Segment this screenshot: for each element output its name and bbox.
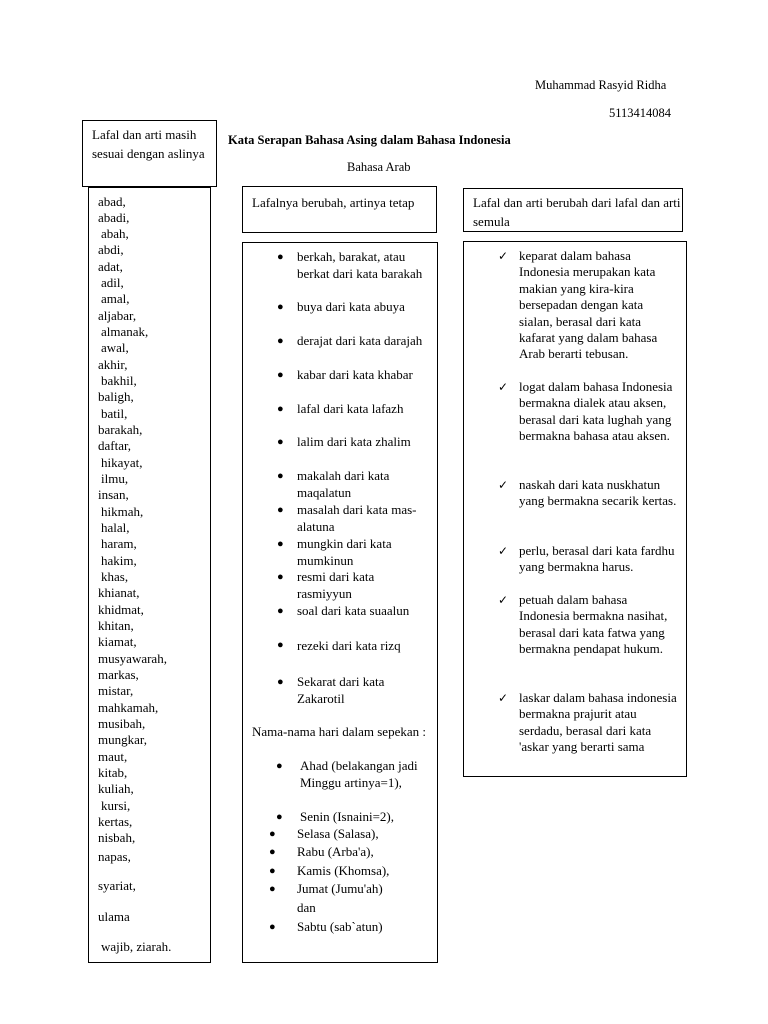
bullet-icon: ● — [277, 470, 284, 482]
list-item: insan, — [98, 487, 129, 502]
check-icon: ✓ — [498, 544, 509, 558]
list-item: halal, — [101, 520, 130, 535]
bullet-icon: ● — [277, 504, 284, 516]
list-item: batil, — [101, 406, 128, 421]
list-item: abah, — [101, 226, 129, 241]
list-item: adat, — [98, 259, 123, 274]
check-icon: ✓ — [498, 478, 509, 492]
check-icon: ✓ — [498, 249, 509, 263]
list-item: khianat, — [98, 585, 140, 600]
list-item: musyawarah, — [98, 651, 167, 666]
bullet-icon: ● — [277, 301, 284, 313]
document-subtitle: Bahasa Arab — [347, 160, 411, 174]
list-item: abdi, — [98, 242, 124, 257]
list-item: baligh, — [98, 389, 134, 404]
bullet-icon: ● — [277, 639, 284, 651]
bullet-icon: ● — [277, 335, 284, 347]
bullet-icon: ● — [277, 538, 284, 550]
col1-label: Lafal dan arti masih sesuai dengan aslinya — [82, 120, 217, 187]
list-item: hikmah, — [101, 504, 144, 519]
list-item: wajib, ziarah. — [101, 939, 172, 954]
col1-word-list — [88, 187, 211, 963]
col3-list: ✓ keparat dalam bahasa Indonesia merupakan kata makian yang kira-kira bersepadan dengan kata sialan, berasal dari kata kafarat yang dalam bahasa Arab berarti tebusan. ✓ logat dalam bahasa Indonesia bermakna dialek atau aksen, berasal dari kata lughah yang bermakna bahasa atau aksen. ✓ naskah dari kata nuskhatun yang bermakna secarik kertas. ✓ perlu, berasal dari kata fardhu yang bermakna harus. ✓ petuah dalam bahasa Indonesia bermakna nasihat, berasal dari kata fatwa yang bermakna pendapat hukum. ✓ laskar dalam bahasa indonesia bermakna prajurit atau serdadu, berasal dari kata 'askar yang berarti sama — [463, 241, 687, 777]
list-item: hakim, — [101, 553, 137, 568]
list-item: khas, — [101, 569, 129, 584]
bullet-icon: ● — [269, 828, 276, 840]
list-item: barakah, — [98, 422, 143, 437]
list-item: mistar, — [98, 683, 134, 698]
bullet-icon: ● — [276, 760, 283, 772]
check-icon: ✓ — [498, 380, 509, 394]
list-item: daftar, — [98, 438, 132, 453]
list-item: amal, — [101, 291, 130, 306]
list-item: abadi, — [98, 210, 130, 225]
list-item: kuliah, — [98, 781, 134, 796]
bullet-icon: ● — [277, 605, 284, 617]
list-item: nisbah, — [98, 830, 136, 845]
list-item: kursi, — [101, 798, 131, 813]
list-item: musibah, — [98, 716, 146, 731]
bullet-icon: ● — [277, 571, 284, 583]
days-intro: Nama-nama hari dalam sepekan : — [252, 724, 426, 739]
bullet-icon: ● — [269, 883, 276, 895]
list-item: mahkamah, — [98, 700, 159, 715]
list-item: aljabar, — [98, 308, 137, 323]
list-item: bakhil, — [101, 373, 137, 388]
bullet-icon: ● — [269, 846, 276, 858]
bullet-icon: ● — [277, 436, 284, 448]
list-item: kertas, — [98, 814, 133, 829]
list-item: khitan, — [98, 618, 134, 633]
bullet-icon: ● — [277, 676, 284, 688]
list-item: maut, — [98, 749, 128, 764]
list-item: syariat, — [98, 878, 136, 893]
check-icon: ✓ — [498, 593, 509, 607]
bullet-icon: ● — [269, 921, 276, 933]
list-item: khidmat, — [98, 602, 144, 617]
list-item: kitab, — [98, 765, 128, 780]
list-item: markas, — [98, 667, 139, 682]
bullet-icon: ● — [277, 369, 284, 381]
col2-list: ● berkah, barakat, atau berkat dari kata barakah ● buya dari kata abuya ● derajat dari kata darajah ● kabar dari kata khabar ● lafal dari kata lafazh ● lalim dari kata zhalim ● makalah dari kata maqalatun ● masalah dari kata mas-alatuna ● mungkin dari kata mumkinun ● resmi dari kata rasmiyyun ● soal dari kata suaalun ● rezeki dari kata rizq ● Sekarat dari kata Zakarotil Nama-nama hari dalam sepekan : ● Ahad (belakangan jadi Minggu artinya=1), ● Senin (Isnaini=2), ● Selasa (Salasa), ● Rabu (Arba'a), ● Kamis (Khomsa), ● Jumat (Jumu'ah) dan ● Sabtu (sab`atun) — [242, 242, 438, 963]
list-item: napas, — [98, 849, 131, 864]
document-title: Kata Serapan Bahasa Asing dalam Bahasa Indonesia — [228, 133, 511, 147]
list-item: awal, — [101, 340, 129, 355]
list-item: ilmu, — [101, 471, 129, 486]
list-item: akhir, — [98, 357, 128, 372]
col2-label: Lafalnya berubah, artinya tetap — [242, 186, 437, 233]
col3-label: Lafal dan arti berubah dari lafal dan arti semula — [463, 188, 683, 232]
list-item: kiamat, — [98, 634, 137, 649]
author-name: Muhammad Rasyid Ridha — [535, 78, 667, 92]
list-item: haram, — [101, 536, 137, 551]
check-icon: ✓ — [498, 691, 509, 705]
bullet-icon: ● — [276, 811, 283, 823]
bullet-icon: ● — [277, 251, 284, 263]
list-item: almanak, — [101, 324, 149, 339]
list-item: hikayat, — [101, 455, 143, 470]
list-item: adil, — [101, 275, 124, 290]
student-id: 5113414084 — [609, 106, 672, 120]
list-item: ulama — [98, 909, 130, 924]
bullet-icon: ● — [269, 865, 276, 877]
list-item: abad, — [98, 194, 126, 209]
list-item: mungkar, — [98, 732, 147, 747]
bullet-icon: ● — [277, 403, 284, 415]
